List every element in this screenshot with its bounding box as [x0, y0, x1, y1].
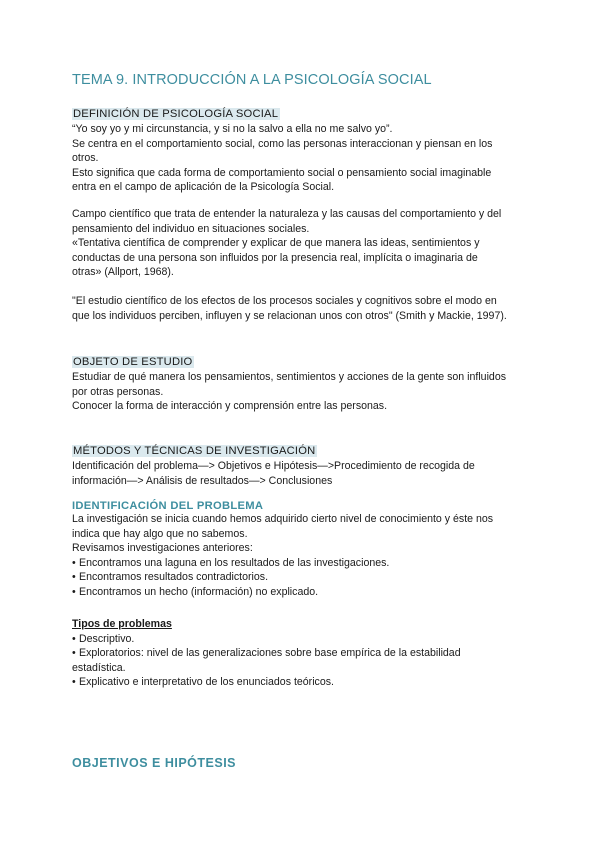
section-identificacion [72, 500, 532, 599]
bullet-list [72, 556, 532, 600]
paragraph-line: pensamiento del individuo en situaciones sociales. [72, 222, 310, 235]
section-heading-identificacion: IDENTIFICACIÓN DEL PROBLEMA [72, 500, 264, 512]
section-heading-metodos: MÉTODOS Y TÉCNICAS DE INVESTIGACIÓN [73, 445, 316, 457]
list-item: • Descriptivo. [72, 632, 135, 645]
bullet-icon: • [72, 556, 76, 569]
bullet-icon: • [72, 585, 76, 598]
paragraph-line: Identificación del problema—> Objetivos e Hipótesis—>Procedimiento de recogida de [72, 460, 475, 472]
list-item: • Exploratorios: nivel de las generalizaciones sobre base empírica de la estabilidad [72, 647, 461, 659]
bullet-icon: • [72, 647, 76, 659]
paragraph-line: Esto significa que cada forma de comportamiento social o pensamiento social imaginable [72, 166, 492, 179]
paragraph-line: Se centra en el comportamiento social, como las personas interaccionan y piensan en los [72, 137, 493, 150]
section-metodos [72, 441, 532, 488]
section-objeto [72, 352, 532, 414]
paragraph-line: Revisamos investigaciones anteriores: [72, 542, 253, 554]
paragraph-line: indica que hay algo que no sabemos. [72, 527, 248, 540]
paragraph-line: Conocer la forma de interacción y comprensión entre las personas. [72, 400, 388, 412]
list-item: • Encontramos resultados contradictorios. [72, 571, 269, 583]
paragraph-estudio [72, 294, 532, 323]
bullet-icon: • [72, 632, 76, 645]
section-tipos [72, 617, 532, 690]
section-heading-objeto: OBJETO DE ESTUDIO [73, 356, 193, 368]
paragraph-line: Estudiar de qué manera los pensamientos, sentimientos y acciones de la gente son influidos [72, 371, 507, 383]
paragraph-line: otros. [72, 152, 99, 164]
list-item: • Encontramos un hecho (información) no explicado. [72, 585, 319, 598]
paragraph-line: entra en el campo de aplicación de la Psicología Social. [72, 181, 335, 193]
paragraph-line: otras» (Allport, 1968). [72, 266, 174, 278]
list-item: • Encontramos una laguna en los resultados de las investigaciones. [72, 556, 390, 569]
paragraph-line: información—> Análisis de resultados—> Conclusiones [72, 474, 333, 487]
section-heading-tipos: Tipos de problemas [72, 618, 172, 630]
paragraph-line: que los individuos perciben, influyen y se relacionan unos con otros" (Smith y Mackie, 1997). [72, 309, 507, 322]
list-item-continuation: estadística. [72, 661, 126, 674]
paragraph-line: “Yo soy yo y mi circunstancia, y si no la salvo a ella no me salvo yo”. [72, 123, 393, 135]
paragraph-campo [72, 207, 532, 280]
paragraph-line: conductas de una persona son influidos por la presencia real, implícita o imaginaria de [72, 251, 478, 264]
section-heading-definicion: DEFINICIÓN DE PSICOLOGÍA SOCIAL [73, 108, 279, 120]
page-title: TEMA 9. INTRODUCCIÓN A LA PSICOLOGÍA SOCIAL [72, 72, 432, 88]
paragraph-line: por otras personas. [72, 385, 164, 398]
list-item: • Explicativo e interpretativo de los enunciados teóricos. [72, 676, 334, 688]
paragraph-line: Campo científico que trata de entender la naturaleza y las causas del comportamiento y del [72, 208, 502, 220]
paragraph-line: «Tentativa científica de comprender y explicar de que manera las ideas, sentimientos y [72, 237, 480, 249]
paragraph-line: La investigación se inicia cuando hemos adquirido cierto nivel de conocimiento y éste nos [72, 513, 494, 525]
bullet-list [72, 632, 532, 690]
bullet-icon: • [72, 676, 76, 688]
section-definicion [72, 104, 532, 195]
bullet-icon: • [72, 571, 76, 583]
section-heading-objetivos: OBJETIVOS E HIPÓTESIS [72, 756, 237, 770]
paragraph-line: "El estudio científico de los efectos de los procesos sociales y cognitivos sobre el modo en [72, 295, 497, 307]
